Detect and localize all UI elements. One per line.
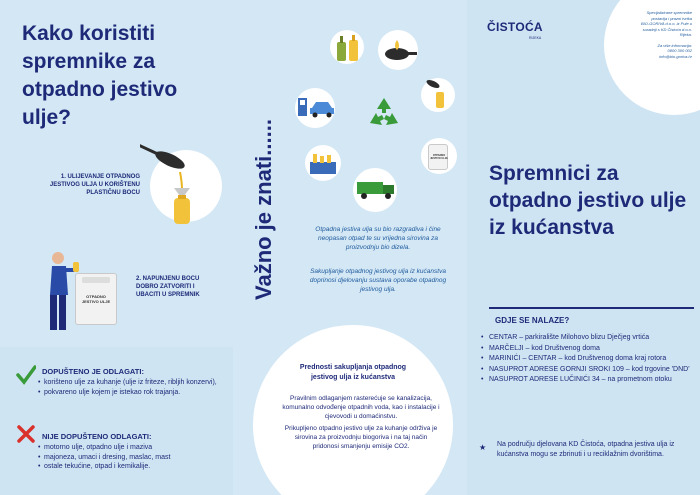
step1-text: 1. ULIJEVANJE OTPADNOG JESTIVOG ULJA U KORIŠTENU PLASTIČNU BOCU <box>49 174 140 196</box>
contact-info: Specijalizirane spremnike postavlja i prazni tvrtka BIO-GORIVA d.o.o. iz Pule u suradnji s KD Čistoća d.o.o. Rijeka. Za više informacija: 0800 300 002 info@bio-goriva.hr <box>641 10 692 59</box>
factory-icon <box>307 152 339 176</box>
allowed-heading: DOPUŠTENO JE ODLAGATI: <box>42 367 144 376</box>
panel-instructions <box>0 0 233 495</box>
benefits-list <box>281 395 441 456</box>
forbidden-heading: NIJE DOPUŠTENO ODLAGATI: <box>42 432 152 441</box>
allowed-list <box>38 378 223 397</box>
page-title: Kako koristiti spremnike za otpadno jestivo ulje? <box>22 22 178 129</box>
rules-section <box>0 347 233 495</box>
list-item: • CENTAR – parkiralište Milohovo blizu Dječjeg vrtića <box>481 333 691 343</box>
list-item: • MARINIĆI – CENTAR – kod Društvenog doma kraj rotora <box>481 354 691 364</box>
vertical-heading: Važno je znati...... <box>251 119 276 300</box>
list-item: • korišteno ulje za kuhanje (ulje iz friteze, ribljih konzervi), <box>38 378 223 388</box>
locations-heading: GDJE SE NALAZE? <box>495 316 570 325</box>
oil-bin-small: OTPADNO JESTIVO ULJE <box>428 144 448 170</box>
cover-title: Spremnici za otpadno jestivo ulje iz kućanstva <box>489 162 687 239</box>
panel-important <box>233 0 467 495</box>
check-icon <box>16 365 36 385</box>
recycle-icon <box>366 95 402 131</box>
locations-list <box>481 333 691 386</box>
list-item: Prikupljeno otpadno jestivo ulje za kuhanje održiva je sirovina za proizvodnju biogoriva i na taj način pridonosi smanjenju emisije CO2. <box>284 425 438 450</box>
logo-subtitle: RIJEKA <box>529 36 542 40</box>
frying-pan-icon <box>383 38 417 64</box>
list-item: • NASUPROT ADRESE LUČINIĆI 34 – na prometnom otoku <box>481 375 691 385</box>
truck-icon <box>355 178 397 200</box>
list-item: • NASUPROT ADRESE GORNJI SROKI 109 – kod trgovine 'DND' <box>481 365 691 375</box>
cross-icon <box>16 424 36 444</box>
list-item: • motorno ulje, otpadno ulje i maziva <box>38 443 223 453</box>
divider <box>489 307 694 309</box>
info-paragraph-1: Otpadna jestiva ulja su bio razgradiva i čine neopasan otpad te su vrijedna sirovina za proizvodnju bio dizela. <box>315 226 441 251</box>
forbidden-list <box>38 443 223 472</box>
step2-text: 2. NAPUNJENU BOCU DOBRO ZATVORITI I UBACITI U SPREMNIK <box>136 276 200 298</box>
benefits-circle <box>253 325 453 495</box>
bin-label: OTPADNO JESTIVO ULJE <box>81 294 111 304</box>
pour-bottle-icon <box>423 78 453 112</box>
recycling-note: Na području djelovana KD Čistoća, otpadna jestiva ulja iz kućanstva mogu se zbrinuti i u reciklažnim dvorištima. <box>497 441 675 458</box>
panel-cover <box>467 0 700 495</box>
star-icon: ★ <box>479 443 487 452</box>
benefits-title: Prednosti sakupljanja otpadnog jestivog ulja iz kućanstva <box>299 364 407 381</box>
fuel-car-icon <box>296 96 336 120</box>
logo: ČISTOĆA <box>487 20 543 34</box>
list-item: • pokvareno ulje kojem je istekao rok trajanja. <box>38 388 223 398</box>
oil-bin <box>75 273 117 325</box>
list-item: Pravilnim odlaganjem rasterećuje se kanalizacija, komunalno odvođenje otpadnih voda, kao i instalacije i cjevovodi u domaćinstvu. <box>282 395 440 420</box>
list-item: • majoneza, umaci i dresing, maslac, mast <box>38 453 223 463</box>
list-item: • MARČELJI – kod Društvenog doma <box>481 344 691 354</box>
person-icon <box>40 250 80 335</box>
info-paragraph-2: Sakupljanje otpadnog jestivog ulja iz kućanstva doprinosi djelovanju sustava oporabe otpadnog jestivog ulja. <box>309 268 447 293</box>
list-item: • ostale tekućine, otpad i kemikalije. <box>38 462 223 472</box>
pan-pouring-icon <box>140 140 230 230</box>
oil-bottles-icon <box>333 34 363 62</box>
